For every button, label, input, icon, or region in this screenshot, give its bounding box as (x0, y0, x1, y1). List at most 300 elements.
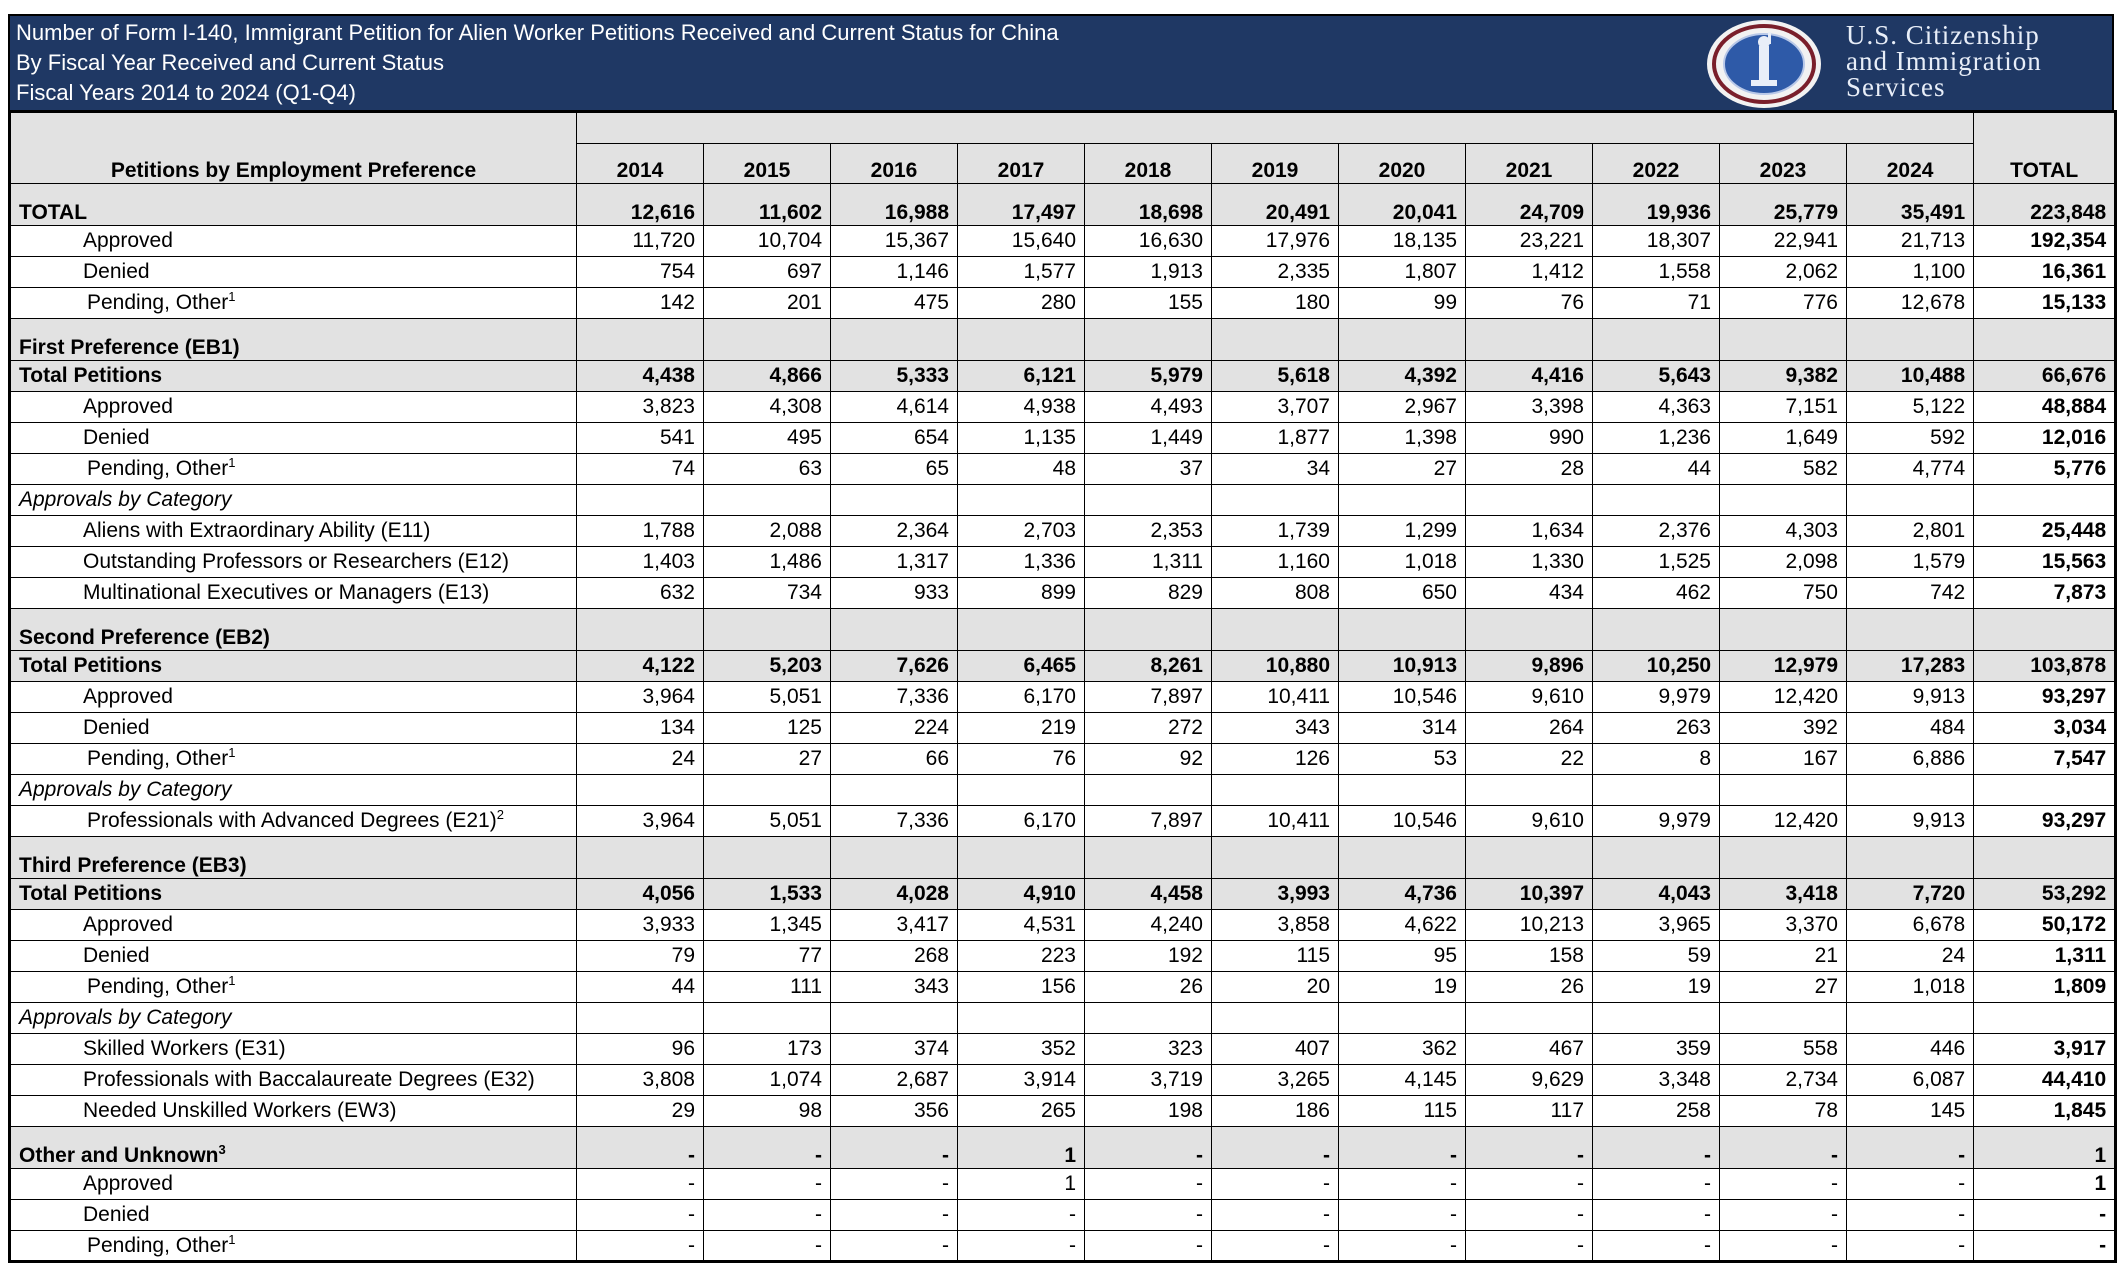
row-label (10, 682, 577, 713)
value-cell: - (831, 1127, 958, 1169)
value-cell: 77 (704, 941, 831, 972)
value-cell: - (1085, 1169, 1212, 1200)
value-cell: 198 (1085, 1096, 1212, 1127)
value-cell: 3,933 (577, 910, 704, 941)
row-label-text: Approvals by Category (19, 1006, 232, 1029)
value-cell: 1,018 (1847, 972, 1974, 1003)
footnote-marker: 1 (228, 289, 236, 304)
value-cell: 35,491 (1847, 184, 1974, 226)
value-cell (577, 1003, 704, 1034)
value-cell: 12,420 (1720, 682, 1847, 713)
total-cell: 12,016 (1974, 423, 2116, 454)
value-cell: - (1847, 1127, 1974, 1169)
value-cell (1466, 1003, 1593, 1034)
value-cell: 19 (1339, 972, 1466, 1003)
year-header: 2014 (577, 144, 704, 184)
value-cell (1212, 319, 1339, 361)
value-cell: - (1339, 1200, 1466, 1231)
row-label (10, 910, 577, 941)
value-cell: - (958, 1231, 1085, 1262)
year-header: 2015 (704, 144, 831, 184)
value-cell: 3,993 (1212, 879, 1339, 910)
row-label-text: Outstanding Professors or Researchers (E12) (83, 550, 510, 573)
value-cell: 11,720 (577, 226, 704, 257)
value-cell: 754 (577, 257, 704, 288)
value-cell: 1,336 (958, 547, 1085, 578)
value-cell: 4,438 (577, 361, 704, 392)
total-cell (1974, 609, 2116, 651)
value-cell: 10,913 (1339, 651, 1466, 682)
value-cell: 156 (958, 972, 1085, 1003)
value-cell: 48 (958, 454, 1085, 485)
value-cell (1085, 775, 1212, 806)
value-cell: - (704, 1169, 831, 1200)
row-label-text: Total Petitions (19, 654, 163, 677)
value-cell (1720, 609, 1847, 651)
value-cell (577, 837, 704, 879)
total-cell: 50,172 (1974, 910, 2116, 941)
value-cell: 1,100 (1847, 257, 1974, 288)
total-cell: 1,311 (1974, 941, 2116, 972)
row-label-text: Skilled Workers (E31) (83, 1037, 286, 1060)
value-cell (1847, 319, 1974, 361)
value-cell (704, 319, 831, 361)
value-cell: 5,203 (704, 651, 831, 682)
table-row (10, 1096, 2116, 1127)
total-cell: 25,448 (1974, 516, 2116, 547)
value-cell: 1,330 (1466, 547, 1593, 578)
value-cell: 1,525 (1593, 547, 1720, 578)
value-cell (1593, 1003, 1720, 1034)
category-heading-row (10, 775, 2116, 806)
table-body (10, 184, 2116, 1262)
value-cell: 134 (577, 713, 704, 744)
row-label (10, 361, 577, 392)
total-cell: - (1974, 1200, 2116, 1231)
value-cell: - (1466, 1127, 1593, 1169)
total-cell: 7,873 (1974, 578, 2116, 609)
total-cell (1974, 837, 2116, 879)
row-label (10, 972, 577, 1003)
year-header: 2024 (1847, 144, 1974, 184)
row-label-text: Approved (83, 395, 173, 418)
year-header: 2022 (1593, 144, 1720, 184)
value-cell: - (958, 1200, 1085, 1231)
value-cell (1339, 319, 1466, 361)
table-row (10, 1169, 2116, 1200)
value-cell: 5,051 (704, 682, 831, 713)
row-label-text: Denied (83, 426, 150, 449)
value-cell: 25,779 (1720, 184, 1847, 226)
row-label (10, 1200, 577, 1231)
value-cell: 742 (1847, 578, 1974, 609)
table-header (10, 112, 2116, 184)
value-cell (1339, 837, 1466, 879)
uscis-logo-text (1846, 22, 2042, 100)
value-cell: 4,910 (958, 879, 1085, 910)
total-header-label: TOTAL (2010, 159, 2079, 182)
row-label-text: Approvals by Category (19, 778, 232, 801)
row-label (10, 1034, 577, 1065)
value-cell: 201 (704, 288, 831, 319)
value-cell: - (1085, 1127, 1212, 1169)
footnote-marker: 1 (228, 745, 236, 760)
row-label (10, 226, 577, 257)
value-cell: 224 (831, 713, 958, 744)
table-row (10, 1200, 2116, 1231)
value-cell (1466, 485, 1593, 516)
row-label (10, 806, 577, 837)
value-cell (1339, 485, 1466, 516)
value-cell: 343 (1212, 713, 1339, 744)
table-row (10, 744, 2116, 775)
row-label-text: Approvals by Category (19, 488, 232, 511)
value-cell: 4,392 (1339, 361, 1466, 392)
table-row (10, 288, 2116, 319)
value-cell (1085, 485, 1212, 516)
value-cell: - (1593, 1231, 1720, 1262)
value-cell: 7,720 (1847, 879, 1974, 910)
table-row (10, 941, 2116, 972)
value-cell: 4,363 (1593, 392, 1720, 423)
value-cell: - (831, 1169, 958, 1200)
value-cell: 22,941 (1720, 226, 1847, 257)
row-label-text: Approved (83, 913, 173, 936)
value-cell: - (1847, 1169, 1974, 1200)
years-spanner (577, 112, 1974, 144)
table-row (10, 713, 2116, 744)
table-row (10, 578, 2116, 609)
value-cell: 6,170 (958, 806, 1085, 837)
row-label (10, 578, 577, 609)
value-cell: 3,370 (1720, 910, 1847, 941)
row-label (10, 1169, 577, 1200)
value-cell (577, 609, 704, 651)
value-cell: 219 (958, 713, 1085, 744)
value-cell (1847, 485, 1974, 516)
value-cell: 22 (1466, 744, 1593, 775)
row-label-text: Denied (83, 1203, 150, 1226)
table-row (10, 806, 2116, 837)
row-label (10, 454, 577, 485)
value-cell: 125 (704, 713, 831, 744)
value-cell: 1,579 (1847, 547, 1974, 578)
value-cell: 6,678 (1847, 910, 1974, 941)
value-cell: 126 (1212, 744, 1339, 775)
value-cell: - (1720, 1200, 1847, 1231)
value-cell: 3,914 (958, 1065, 1085, 1096)
year-header: 2018 (1085, 144, 1212, 184)
value-cell: 27 (1720, 972, 1847, 1003)
value-cell: 1,577 (958, 257, 1085, 288)
row-label-text: Pending, Other (87, 975, 229, 998)
total-cell: 192,354 (1974, 226, 2116, 257)
value-cell (1720, 485, 1847, 516)
value-cell: 145 (1847, 1096, 1974, 1127)
value-cell (958, 1003, 1085, 1034)
value-cell: 495 (704, 423, 831, 454)
total-cell: 15,133 (1974, 288, 2116, 319)
value-cell: 117 (1466, 1096, 1593, 1127)
value-cell (1212, 485, 1339, 516)
value-cell: 3,417 (831, 910, 958, 941)
value-cell (704, 485, 831, 516)
report-title (16, 18, 1059, 108)
row-label-text: Approved (83, 685, 173, 708)
value-cell: 3,707 (1212, 392, 1339, 423)
value-cell: 1,236 (1593, 423, 1720, 454)
value-cell: 6,886 (1847, 744, 1974, 775)
value-cell (704, 775, 831, 806)
value-cell: 1,074 (704, 1065, 831, 1096)
value-cell: 20,041 (1339, 184, 1466, 226)
value-cell: 264 (1466, 713, 1593, 744)
value-cell (958, 485, 1085, 516)
category-heading-row (10, 485, 2116, 516)
row-label-text: Denied (83, 260, 150, 283)
value-cell: - (1339, 1169, 1466, 1200)
value-cell: 280 (958, 288, 1085, 319)
value-cell: 268 (831, 941, 958, 972)
value-cell: 34 (1212, 454, 1339, 485)
value-cell (1339, 609, 1466, 651)
value-cell: 7,897 (1085, 682, 1212, 713)
value-cell: 3,823 (577, 392, 704, 423)
value-cell: - (1720, 1127, 1847, 1169)
value-cell (1847, 609, 1974, 651)
value-cell: 37 (1085, 454, 1212, 485)
value-cell: 17,976 (1212, 226, 1339, 257)
value-cell: 7,336 (831, 682, 958, 713)
value-cell: 4,774 (1847, 454, 1974, 485)
total-cell: 66,676 (1974, 361, 2116, 392)
value-cell: 10,213 (1466, 910, 1593, 941)
row-label (10, 1127, 577, 1169)
value-cell: 5,618 (1212, 361, 1339, 392)
value-cell: 10,411 (1212, 682, 1339, 713)
value-cell (1085, 319, 1212, 361)
row-label-text: Approved (83, 229, 173, 252)
value-cell: 10,546 (1339, 806, 1466, 837)
total-cell: 44,410 (1974, 1065, 2116, 1096)
footnote-marker: 1 (228, 973, 236, 988)
total-cell: 15,563 (1974, 547, 2116, 578)
value-cell: 1,160 (1212, 547, 1339, 578)
value-cell: 3,808 (577, 1065, 704, 1096)
value-cell: 4,043 (1593, 879, 1720, 910)
value-cell (1593, 609, 1720, 651)
value-cell: 484 (1847, 713, 1974, 744)
value-cell: 462 (1593, 578, 1720, 609)
value-cell: 4,028 (831, 879, 958, 910)
value-cell: 1,913 (1085, 257, 1212, 288)
value-cell: 5,051 (704, 806, 831, 837)
table-row (10, 879, 2116, 910)
table-row (10, 516, 2116, 547)
value-cell: - (1339, 1231, 1466, 1262)
value-cell: 5,979 (1085, 361, 1212, 392)
value-cell: 7,336 (831, 806, 958, 837)
value-cell: 9,979 (1593, 682, 1720, 713)
table-row (10, 423, 2116, 454)
value-cell: 18,307 (1593, 226, 1720, 257)
value-cell (1466, 775, 1593, 806)
row-label (10, 516, 577, 547)
table-row (10, 1034, 2116, 1065)
value-cell (1847, 775, 1974, 806)
value-cell: 3,964 (577, 806, 704, 837)
value-cell: 23,221 (1466, 226, 1593, 257)
value-cell: 446 (1847, 1034, 1974, 1065)
value-cell (1085, 1003, 1212, 1034)
value-cell: 3,858 (1212, 910, 1339, 941)
table-row (10, 651, 2116, 682)
value-cell: 29 (577, 1096, 704, 1127)
total-cell: 5,776 (1974, 454, 2116, 485)
value-cell: 27 (704, 744, 831, 775)
table-row (10, 454, 2116, 485)
value-cell: 4,416 (1466, 361, 1593, 392)
section-row (10, 1127, 2116, 1169)
value-cell: 4,240 (1085, 910, 1212, 941)
value-cell: 632 (577, 578, 704, 609)
value-cell (1593, 837, 1720, 879)
value-cell: - (1720, 1231, 1847, 1262)
value-cell: 20,491 (1212, 184, 1339, 226)
value-cell (958, 775, 1085, 806)
value-cell: 1,739 (1212, 516, 1339, 547)
value-cell: 8,261 (1085, 651, 1212, 682)
total-cell: 53,292 (1974, 879, 2116, 910)
row-label-text: Other and Unknown (19, 1144, 219, 1167)
value-cell: 541 (577, 423, 704, 454)
value-cell: 74 (577, 454, 704, 485)
row-label-text: Pending, Other (87, 1233, 229, 1257)
row-label (10, 879, 577, 910)
value-cell: 3,719 (1085, 1065, 1212, 1096)
year-header: 2021 (1466, 144, 1593, 184)
year-header: 2017 (958, 144, 1085, 184)
value-cell (1212, 775, 1339, 806)
value-cell: 24,709 (1466, 184, 1593, 226)
title-line-3: Fiscal Years 2014 to 2024 (Q1-Q4) (16, 80, 356, 105)
row-label (10, 609, 577, 651)
value-cell: 4,938 (958, 392, 1085, 423)
value-cell: 1,634 (1466, 516, 1593, 547)
value-cell (577, 485, 704, 516)
row-label-text: Denied (83, 716, 150, 739)
row-label (10, 392, 577, 423)
value-cell: 10,880 (1212, 651, 1339, 682)
row-label (10, 1003, 577, 1034)
value-cell: 21,713 (1847, 226, 1974, 257)
value-cell: 8 (1593, 744, 1720, 775)
section-row (10, 319, 2116, 361)
value-cell: 1 (958, 1169, 1085, 1200)
value-cell: 263 (1593, 713, 1720, 744)
table-row (10, 910, 2116, 941)
table-row (10, 547, 2116, 578)
value-cell: 11,602 (704, 184, 831, 226)
row-header-label: Petitions by Employment Preference (110, 159, 477, 182)
value-cell: 6,465 (958, 651, 1085, 682)
row-label-text: Pending, Other (87, 291, 229, 314)
value-cell (1085, 837, 1212, 879)
value-cell: 142 (577, 288, 704, 319)
value-cell (1847, 1003, 1974, 1034)
value-cell: 3,265 (1212, 1065, 1339, 1096)
value-cell: 6,121 (958, 361, 1085, 392)
value-cell (704, 837, 831, 879)
total-cell: 223,848 (1974, 184, 2116, 226)
value-cell: 4,736 (1339, 879, 1466, 910)
value-cell: 4,614 (831, 392, 958, 423)
value-cell (831, 319, 958, 361)
total-cell: 1,809 (1974, 972, 2116, 1003)
value-cell: 223 (958, 941, 1085, 972)
value-cell: 17,497 (958, 184, 1085, 226)
value-cell: 1,788 (577, 516, 704, 547)
row-label-text: Pending, Other (87, 747, 229, 770)
value-cell: 1,311 (1085, 547, 1212, 578)
value-cell: 3,418 (1720, 879, 1847, 910)
value-cell: 167 (1720, 744, 1847, 775)
row-label (10, 547, 577, 578)
value-cell (704, 1003, 831, 1034)
value-cell (1720, 837, 1847, 879)
value-cell (1466, 319, 1593, 361)
value-cell: 4,308 (704, 392, 831, 423)
value-cell: 9,382 (1720, 361, 1847, 392)
value-cell: 9,610 (1466, 682, 1593, 713)
row-label-text: Aliens with Extraordinary Ability (E11) (83, 519, 431, 542)
value-cell: 71 (1593, 288, 1720, 319)
value-cell: 111 (704, 972, 831, 1003)
value-cell: 4,056 (577, 879, 704, 910)
value-cell: 2,801 (1847, 516, 1974, 547)
value-cell: 475 (831, 288, 958, 319)
value-cell: 272 (1085, 713, 1212, 744)
row-label (10, 941, 577, 972)
value-cell: 2,376 (1593, 516, 1720, 547)
value-cell: 990 (1466, 423, 1593, 454)
value-cell: 1,345 (704, 910, 831, 941)
value-cell: 10,397 (1466, 879, 1593, 910)
value-cell: 192 (1085, 941, 1212, 972)
row-label-text: Multinational Executives or Managers (E13) (83, 581, 490, 604)
value-cell: 352 (958, 1034, 1085, 1065)
table-row (10, 392, 2116, 423)
table-row (10, 361, 2116, 392)
value-cell: 1,412 (1466, 257, 1593, 288)
title-line-1: Number of Form I-140, Immigrant Petition for Alien Worker Petitions Received and Current Status for China (16, 20, 1059, 45)
table-row (10, 1065, 2116, 1096)
uscis-seal-icon (1705, 18, 1823, 110)
value-cell: 467 (1466, 1034, 1593, 1065)
value-cell: 9,979 (1593, 806, 1720, 837)
row-label (10, 257, 577, 288)
footnote-marker: 2 (496, 807, 504, 822)
value-cell: 697 (704, 257, 831, 288)
value-cell (577, 319, 704, 361)
value-cell: - (1085, 1200, 1212, 1231)
value-cell (1212, 837, 1339, 879)
value-cell: 734 (704, 578, 831, 609)
value-cell: - (1085, 1231, 1212, 1262)
value-cell: 899 (958, 578, 1085, 609)
value-cell: 28 (1466, 454, 1593, 485)
total-cell: 3,917 (1974, 1034, 2116, 1065)
